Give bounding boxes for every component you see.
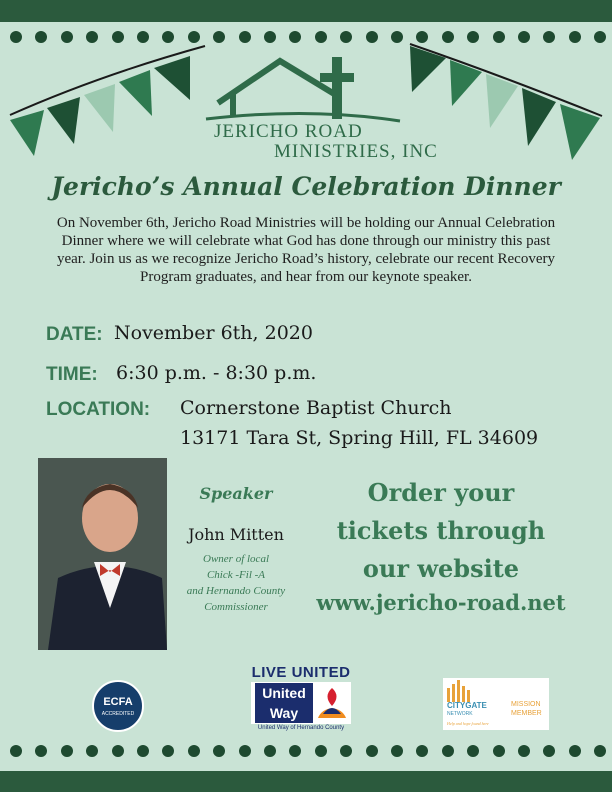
decorative-dot [518,745,530,757]
citygate-logo [443,678,549,730]
speaker-desc-line: Commissioner [204,601,268,613]
decorative-dot [543,31,555,43]
bottom-band [0,771,612,792]
decorative-dot [35,745,47,757]
bunting-flag [10,110,44,156]
united-way-logo [249,664,353,734]
top-band [0,0,612,22]
decorative-dot [493,745,505,757]
order-line: tickets through [336,516,546,545]
decorative-dot [264,31,276,43]
decorative-dot [289,745,301,757]
bunting-flag [560,104,600,160]
citygate-tagline: Help and hope found here [447,721,489,726]
citygate-mission-line: MEMBER [511,710,542,717]
bunting-flag [450,60,482,106]
ecfa-logo [92,680,144,732]
decorative-dot [10,745,22,757]
speaker-heading: Speaker [199,484,273,503]
decorative-dot [137,745,149,757]
location-address: 13171 Tara St, Spring Hill, FL 34609 [180,427,539,449]
decorative-dot [86,745,98,757]
citygate-mission-line: MISSION [511,701,541,708]
united-way-box [251,682,351,724]
decorative-dot [416,31,428,43]
location-venue: Cornerstone Baptist Church [180,397,452,419]
date-value: November 6th, 2020 [114,322,313,344]
cross-icon [318,57,358,127]
speaker-desc-line: and Hernando County [186,585,286,597]
decorative-dot [86,31,98,43]
page-title: Jericho’s Annual Celebration Dinner [51,172,561,201]
decorative-dot [594,31,606,43]
website-link[interactable]: www.jericho-road.net [316,590,566,615]
decorative-dot [442,745,454,757]
decorative-dot [340,31,352,43]
bunting-flag [522,88,556,146]
decorative-dot [10,31,22,43]
united-way-subtitle: United Way of Hernando County [257,725,345,731]
ministry-logo [200,55,438,167]
date-label: DATE: [46,324,103,345]
decorative-dot [340,745,352,757]
decorative-dot [416,745,428,757]
bunting-flag [84,84,115,132]
decorative-dot [543,745,555,757]
time-label: TIME: [46,364,98,385]
citygate-mission [511,700,542,718]
location-label: LOCATION: [46,399,151,420]
top-dot-row [0,31,612,45]
speaker-desc-line: Chick -Fil -A [206,569,266,581]
bunting-flag [47,97,80,144]
logo-subname: MINISTRIES, INC [274,141,438,162]
united-way-tagline: LIVE UNITED [251,664,351,681]
decorative-dot [391,31,403,43]
order-line: our website [362,554,520,583]
decorative-dot [366,745,378,757]
decorative-dot [569,31,581,43]
decorative-dot [594,745,606,757]
united-way-word: United [255,683,313,703]
decorative-dot [213,745,225,757]
decorative-dot [35,31,47,43]
decorative-dot [518,31,530,43]
decorative-dot [467,31,479,43]
speaker-photo [38,458,167,650]
decorative-dot [264,745,276,757]
decorative-dot [61,31,73,43]
order-line: Order your [367,478,515,507]
bottom-dot-row [0,745,612,759]
united-way-word: Way [255,703,313,723]
decorative-dot [137,31,149,43]
speaker-name: John Mitten [188,525,284,544]
decorative-dot [315,31,327,43]
time-value: 6:30 p.m. - 8:30 p.m. [116,362,317,384]
decorative-dot [61,745,73,757]
citygate-name: CITYGATE [447,701,487,710]
bunting-flag [486,74,518,128]
decorative-dot [162,745,174,757]
speaker-description [170,551,302,615]
united-way-hand-icon [315,684,349,722]
decorative-dot [188,745,200,757]
decorative-dot [442,31,454,43]
ecfa-name: ECFA [103,696,133,708]
decorative-dot [467,745,479,757]
bunting-flag [119,70,152,116]
decorative-dot [239,745,251,757]
skyline-icon [447,680,507,702]
decorative-dot [366,31,378,43]
decorative-dot [112,31,124,43]
event-description: On November 6th, Jericho Road Ministries will be holding our Annual Celebration Dinner where we will celebrate what God has done through our ministry this past year. Join us as we recognize Jericho Road’s history, celebrate our recent Recovery Program graduates, and hear from our keynote speaker. [56,215,556,285]
decorative-dot [315,745,327,757]
ecfa-sub: ACCREDITED [101,711,135,717]
decorative-dot [162,31,174,43]
bunting-flag [154,56,190,100]
decorative-dot [112,745,124,757]
citygate-network: NETWORK [447,711,473,717]
decorative-dot [213,31,225,43]
decorative-dot [569,745,581,757]
decorative-dot [289,31,301,43]
decorative-dot [493,31,505,43]
decorative-dot [391,745,403,757]
order-tickets-callout [296,474,586,588]
decorative-dot [188,31,200,43]
logo-name: JERICHO ROAD [214,121,363,142]
speaker-desc-line: Owner of local [203,553,269,565]
decorative-dot [239,31,251,43]
